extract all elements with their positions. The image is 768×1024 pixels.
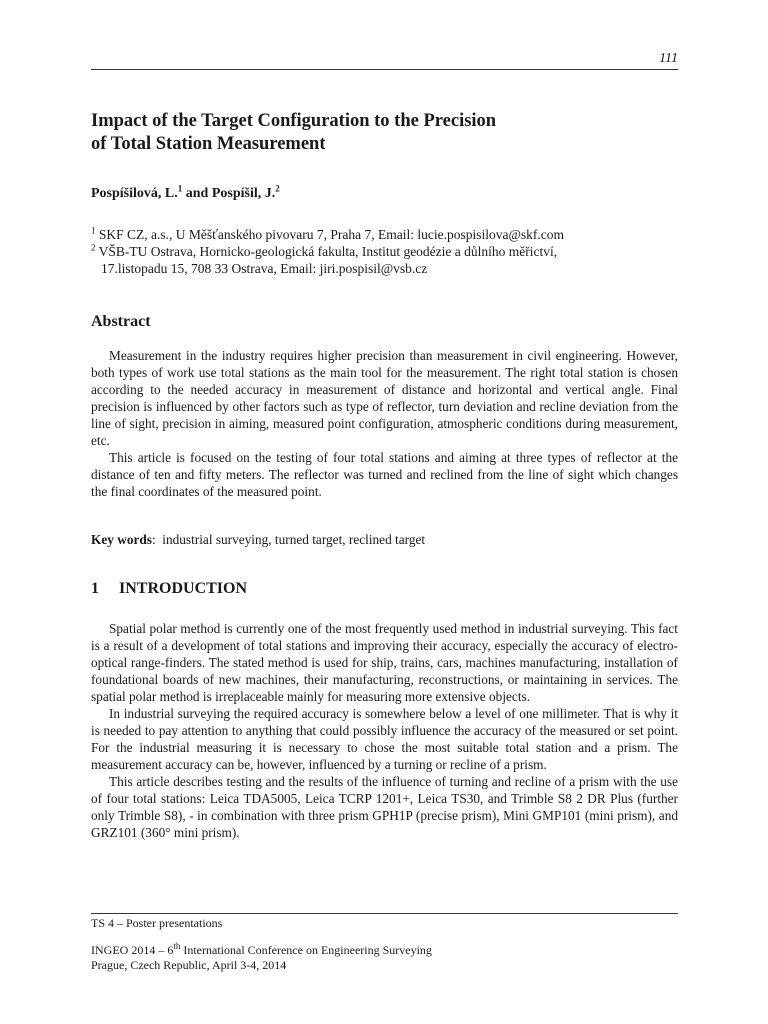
affiliation-2-text: VŠB-TU Ostrava, Hornicko-geologická fakulta, Institut geodézie a důlního měřictví, (98, 244, 558, 259)
affiliation-1-text: SKF CZ, a.s., U Měšťanského pivovaru 7, Praha 7, Email: lucie.pospisilova@skf.com (98, 227, 565, 242)
section-number: 1 (91, 580, 99, 597)
affiliation-2-address: 17.listopadu 15, 708 33 Ostrava, Email: jiri.pospisil@vsb.cz (101, 261, 428, 276)
intro-paragraph: In industrial surveying the required accuracy is somewhere below a level of one millimeter. That is why it is needed to pay attention to anything that could possibly influence the accuracy of the measured or set point. For the industrial measuring it is necessary to chose the most suitable total station and a prism. The measurement accuracy can be, however, influenced by a turning or recline of a prism. (91, 706, 678, 772)
author-conjunction: and (185, 186, 209, 201)
introduction-body (91, 620, 678, 841)
author-2-affil-mark: 2 (275, 183, 280, 194)
abstract-paragraph: This article is focused on the testing of four total stations and aiming at three types of reflector at the distance of ten and fifty meters. The reflector was turned and reclined from the line of sight which changes the final coordinates of the measured point. (91, 450, 678, 499)
author-1: Pospíšilová, L. (91, 186, 178, 201)
title-line-2: of Total Station Measurement (91, 134, 326, 154)
author-1-affil-mark: 1 (177, 183, 183, 194)
footer-session: TS 4 – Poster presentations (91, 916, 223, 930)
author-2: Pospíšil, J. (211, 186, 276, 201)
affiliation-1-mark: 1 (91, 225, 96, 236)
conf-prefix: INGEO 2014 – 6 (91, 943, 174, 957)
affiliation-1 (91, 226, 564, 243)
keywords-label: Key words (91, 532, 152, 547)
author-list (91, 183, 280, 202)
abstract-heading: Abstract (91, 313, 151, 330)
abstract-paragraph: Measurement in the industry requires higher precision than measurement in civil engineering. However, both types of work use total stations as the main tool for the measurement. The right total station is chosen according to the needed accuracy in measurement of distance and horizontal and vertical angle. Final precision is influenced by other factors such as type of reflector, turn deviation and recline deviation from the line of sight, precision in aiming, measured point configuration, atmospheric conditions during measurement, etc. (91, 348, 678, 448)
footer-conference-name (91, 943, 432, 958)
keywords: Key words: industrial surveying, turned target, reclined target (91, 532, 426, 547)
intro-paragraph: This article describes testing and the results of the influence of turning and recline of a prism with the use of four total stations: Leica TDA5005, Leica TCRP 1201+, Leica TS30, and Trimble S8 2 DR Plus (further only Trimble S8), - in combination with three prism GPH1P (precise prism), Mini GMP101 (mini prism), and GRZ101 (360° mini prism). (91, 774, 678, 840)
conf-suffix: International Conference on Engineering Surveying (180, 943, 432, 957)
title-line-1: Impact of the Target Configuration to the Precision (91, 111, 497, 131)
affiliations (91, 226, 564, 277)
keywords-text: industrial surveying, turned target, reclined target (162, 532, 426, 547)
footer-conference (91, 943, 432, 973)
intro-paragraph: Spatial polar method is currently one of the most frequently used method in industrial surveying. This fact is a result of a development of total stations and improving their accuracy, especially the accuracy of electro-optical range-finders. The stated method is used for ship, trains, cars, machines manufacturing, installation of foundational boards of new machines, their manufacturing, reconstructions, or maintaining in services. The spatial polar method is irreplaceable mainly for measuring more extensive objects. (91, 621, 678, 704)
footer-rule (91, 913, 678, 914)
section-title: INTRODUCTION (119, 580, 248, 597)
page-number: 111 (659, 51, 678, 66)
header-rule (91, 69, 678, 70)
section-heading-introduction (91, 580, 247, 598)
conf-ordinal: th (173, 941, 181, 951)
footer-location: Prague, Czech Republic, April 3-4, 2014 (91, 958, 287, 972)
affiliation-2-mark: 2 (91, 242, 96, 253)
paper-title (91, 110, 678, 156)
abstract-body (91, 347, 678, 500)
affiliation-2 (91, 243, 564, 260)
